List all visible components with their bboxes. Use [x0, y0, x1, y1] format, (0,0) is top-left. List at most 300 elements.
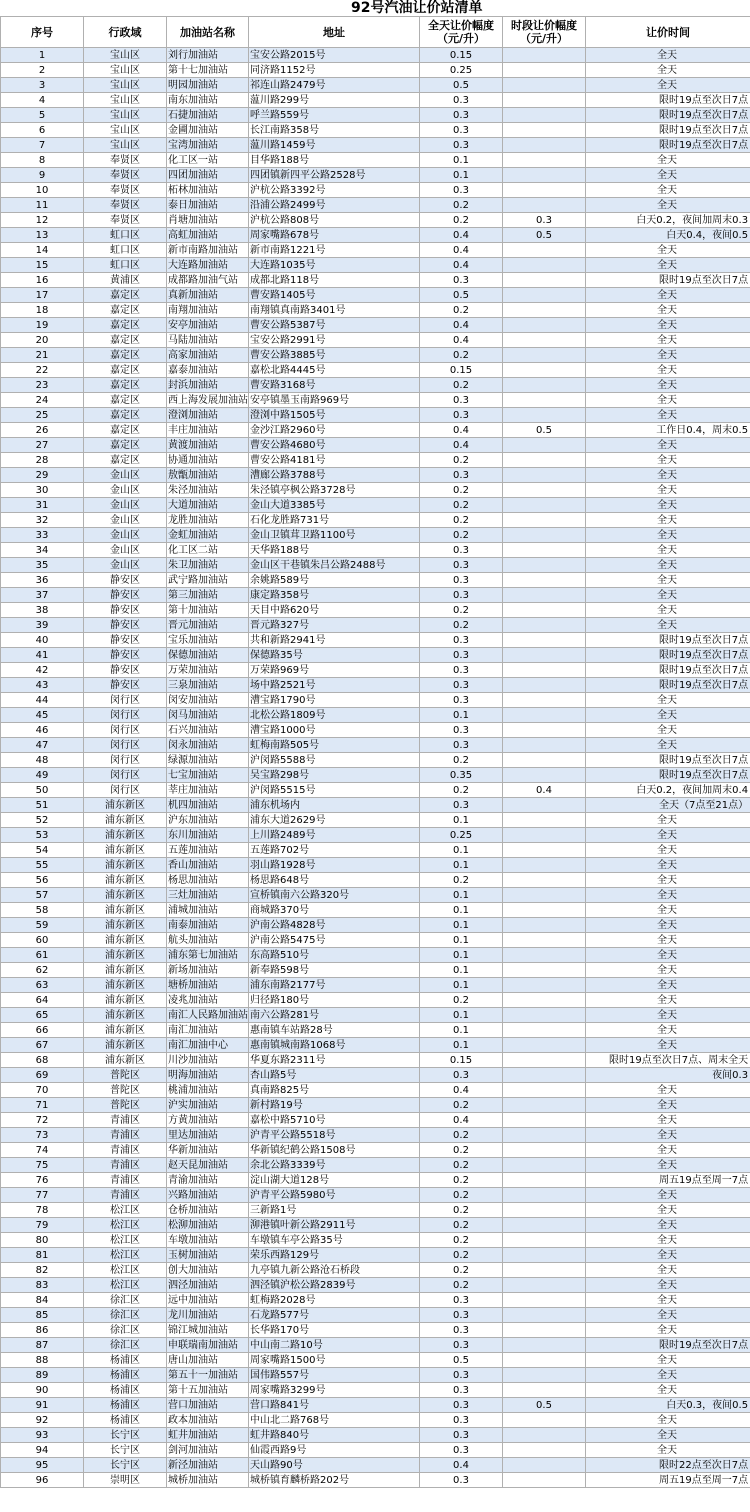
- cell-district[interactable]: 宝山区: [84, 108, 167, 123]
- cell-district[interactable]: 浦东新区: [84, 843, 167, 858]
- cell-station-name[interactable]: 刘行加油站: [167, 48, 249, 63]
- cell-period-discount[interactable]: [503, 1173, 586, 1188]
- cell-discount-time[interactable]: 全天: [586, 1218, 750, 1233]
- cell-period-discount[interactable]: [503, 558, 586, 573]
- cell-station-name[interactable]: 第十加油站: [167, 603, 249, 618]
- cell-discount-time[interactable]: 全天: [586, 888, 750, 903]
- cell-allday-discount[interactable]: 0.4: [420, 318, 503, 333]
- cell-district[interactable]: 浦东新区: [84, 933, 167, 948]
- cell-station-name[interactable]: 化工区二站: [167, 543, 249, 558]
- cell-period-discount[interactable]: 0.4: [503, 783, 586, 798]
- cell-period-discount[interactable]: [503, 978, 586, 993]
- cell-allday-discount[interactable]: 0.5: [420, 288, 503, 303]
- cell-allday-discount[interactable]: 0.2: [420, 1158, 503, 1173]
- cell-allday-discount[interactable]: 0.2: [420, 1188, 503, 1203]
- cell-allday-discount[interactable]: 0.1: [420, 843, 503, 858]
- cell-station-name[interactable]: 第三加油站: [167, 588, 249, 603]
- cell-period-discount[interactable]: [503, 1188, 586, 1203]
- cell-district[interactable]: 静安区: [84, 678, 167, 693]
- cell-allday-discount[interactable]: 0.3: [420, 678, 503, 693]
- cell-period-discount[interactable]: 0.5: [503, 228, 586, 243]
- cell-discount-time[interactable]: 全天: [586, 198, 750, 213]
- cell-station-name[interactable]: 武宁路加油站: [167, 573, 249, 588]
- cell-address[interactable]: 曹安公路3885号: [249, 348, 420, 363]
- cell-index[interactable]: 76: [1, 1173, 84, 1188]
- cell-station-name[interactable]: 剑河加油站: [167, 1443, 249, 1458]
- cell-discount-time[interactable]: 全天: [586, 498, 750, 513]
- cell-address[interactable]: 新村路19号: [249, 1098, 420, 1113]
- cell-index[interactable]: 24: [1, 393, 84, 408]
- cell-address[interactable]: 金山大道3385号: [249, 498, 420, 513]
- cell-index[interactable]: 39: [1, 618, 84, 633]
- cell-district[interactable]: 杨浦区: [84, 1383, 167, 1398]
- cell-address[interactable]: 沪青平公路5980号: [249, 1188, 420, 1203]
- cell-allday-discount[interactable]: 0.2: [420, 1263, 503, 1278]
- cell-district[interactable]: 宝山区: [84, 93, 167, 108]
- cell-address[interactable]: 曹安公路4181号: [249, 453, 420, 468]
- cell-district[interactable]: 宝山区: [84, 48, 167, 63]
- cell-period-discount[interactable]: [503, 153, 586, 168]
- cell-district[interactable]: 嘉定区: [84, 363, 167, 378]
- cell-address[interactable]: 周家嘴路3299号: [249, 1383, 420, 1398]
- cell-station-name[interactable]: 大连路加油站: [167, 258, 249, 273]
- cell-station-name[interactable]: 香山加油站: [167, 858, 249, 873]
- cell-discount-time[interactable]: 限时19点至次日7点: [586, 648, 750, 663]
- cell-allday-discount[interactable]: 0.3: [420, 138, 503, 153]
- cell-station-name[interactable]: 沪实加油站: [167, 1098, 249, 1113]
- cell-district[interactable]: 青浦区: [84, 1173, 167, 1188]
- cell-index[interactable]: 68: [1, 1053, 84, 1068]
- cell-period-discount[interactable]: [503, 1203, 586, 1218]
- cell-allday-discount[interactable]: 0.1: [420, 1038, 503, 1053]
- cell-index[interactable]: 75: [1, 1158, 84, 1173]
- cell-discount-time[interactable]: 全天: [586, 528, 750, 543]
- cell-allday-discount[interactable]: 0.2: [420, 528, 503, 543]
- cell-address[interactable]: 天山路90号: [249, 1458, 420, 1473]
- cell-discount-time[interactable]: 全天: [586, 483, 750, 498]
- cell-district[interactable]: 虹口区: [84, 243, 167, 258]
- cell-index[interactable]: 36: [1, 573, 84, 588]
- cell-station-name[interactable]: 敖甑加油站: [167, 468, 249, 483]
- cell-discount-time[interactable]: 夜间0.3: [586, 1068, 750, 1083]
- cell-district[interactable]: 宝山区: [84, 123, 167, 138]
- cell-index[interactable]: 9: [1, 168, 84, 183]
- cell-station-name[interactable]: 南汇人民路加油站: [168, 1009, 248, 1021]
- cell-address[interactable]: 同济路1152号: [249, 63, 420, 78]
- cell-station-name[interactable]: 第十七加油站: [167, 63, 249, 78]
- cell-address[interactable]: 余姚路589号: [249, 573, 420, 588]
- cell-allday-discount[interactable]: 0.3: [420, 183, 503, 198]
- cell-period-discount[interactable]: [503, 363, 586, 378]
- cell-index[interactable]: 74: [1, 1143, 84, 1158]
- cell-district[interactable]: 浦东新区: [84, 1053, 167, 1068]
- cell-district[interactable]: 浦东新区: [84, 963, 167, 978]
- cell-station-name[interactable]: 第十五加油站: [167, 1383, 249, 1398]
- cell-allday-discount[interactable]: 0.1: [420, 1023, 503, 1038]
- cell-station-name[interactable]: 协通加油站: [167, 453, 249, 468]
- cell-station-name[interactable]: 南汇加油站: [167, 1023, 249, 1038]
- cell-station-name[interactable]: 南东加油站: [167, 93, 249, 108]
- cell-district[interactable]: 浦东新区: [84, 873, 167, 888]
- cell-discount-time[interactable]: 全天: [586, 1158, 750, 1173]
- cell-index[interactable]: 91: [1, 1398, 84, 1413]
- cell-index[interactable]: 14: [1, 243, 84, 258]
- cell-allday-discount[interactable]: 0.3: [420, 1068, 503, 1083]
- cell-district[interactable]: 嘉定区: [84, 378, 167, 393]
- cell-period-discount[interactable]: [503, 723, 586, 738]
- cell-allday-discount[interactable]: 0.3: [420, 723, 503, 738]
- cell-period-discount[interactable]: [503, 858, 586, 873]
- cell-allday-discount[interactable]: 0.2: [420, 753, 503, 768]
- cell-station-name[interactable]: 新场加油站: [167, 963, 249, 978]
- cell-allday-discount[interactable]: 0.2: [420, 378, 503, 393]
- cell-allday-discount[interactable]: 0.3: [420, 633, 503, 648]
- cell-period-discount[interactable]: [503, 1248, 586, 1263]
- cell-discount-time[interactable]: 全天: [586, 1233, 750, 1248]
- cell-allday-discount[interactable]: 0.2: [420, 1098, 503, 1113]
- cell-discount-time[interactable]: 全天: [586, 363, 750, 378]
- cell-period-discount[interactable]: [503, 813, 586, 828]
- cell-district[interactable]: 金山区: [84, 513, 167, 528]
- cell-station-name[interactable]: 青渝加油站: [167, 1173, 249, 1188]
- cell-allday-discount[interactable]: 0.4: [420, 258, 503, 273]
- cell-address[interactable]: 嘉松中路5710号: [249, 1113, 420, 1128]
- cell-station-name[interactable]: 车墩加油站: [167, 1233, 249, 1248]
- cell-period-discount[interactable]: [503, 198, 586, 213]
- cell-allday-discount[interactable]: 0.4: [420, 1113, 503, 1128]
- cell-period-discount[interactable]: [503, 618, 586, 633]
- cell-district[interactable]: 虹口区: [84, 258, 167, 273]
- cell-allday-discount[interactable]: 0.4: [420, 1458, 503, 1473]
- cell-district[interactable]: 浦东新区: [84, 858, 167, 873]
- cell-discount-time[interactable]: 全天: [586, 588, 750, 603]
- cell-period-discount[interactable]: [503, 168, 586, 183]
- cell-address[interactable]: 金山区干巷镇朱吕公路2488号: [249, 558, 420, 573]
- cell-station-name[interactable]: 航头加油站: [167, 933, 249, 948]
- cell-address[interactable]: 周家嘴路678号: [249, 228, 420, 243]
- cell-discount-time[interactable]: 全天: [586, 168, 750, 183]
- cell-discount-time[interactable]: 全天: [586, 1278, 750, 1293]
- cell-index[interactable]: 52: [1, 813, 84, 828]
- cell-index[interactable]: 38: [1, 603, 84, 618]
- cell-district[interactable]: 宝山区: [84, 138, 167, 153]
- cell-address[interactable]: 泖港镇叶新公路2911号: [249, 1218, 420, 1233]
- cell-address[interactable]: 石化龙胜路731号: [249, 513, 420, 528]
- cell-index[interactable]: 31: [1, 498, 84, 513]
- cell-period-discount[interactable]: [503, 648, 586, 663]
- cell-index[interactable]: 67: [1, 1038, 84, 1053]
- cell-discount-time[interactable]: 限时19点至次日7点: [586, 663, 750, 678]
- cell-allday-discount[interactable]: 0.2: [420, 618, 503, 633]
- cell-period-discount[interactable]: [503, 243, 586, 258]
- cell-district[interactable]: 崇明区: [84, 1473, 167, 1488]
- cell-station-name[interactable]: 真新加油站: [167, 288, 249, 303]
- cell-discount-time[interactable]: 全天: [586, 303, 750, 318]
- cell-district[interactable]: 金山区: [84, 528, 167, 543]
- cell-address[interactable]: 宝安公路2015号: [249, 48, 420, 63]
- cell-address[interactable]: 国伟路557号: [249, 1368, 420, 1383]
- cell-discount-time[interactable]: 限时19点至次日7点: [586, 93, 750, 108]
- cell-district[interactable]: 浦东新区: [84, 813, 167, 828]
- cell-period-discount[interactable]: [503, 903, 586, 918]
- cell-address[interactable]: 中山北二路768号: [249, 1413, 420, 1428]
- cell-station-name[interactable]: 晋元加油站: [167, 618, 249, 633]
- cell-period-discount[interactable]: [503, 603, 586, 618]
- cell-address[interactable]: 万荣路969号: [249, 663, 420, 678]
- cell-discount-time[interactable]: 全天: [586, 738, 750, 753]
- cell-index[interactable]: 61: [1, 948, 84, 963]
- cell-period-discount[interactable]: [503, 798, 586, 813]
- cell-allday-discount[interactable]: 0.2: [420, 348, 503, 363]
- cell-station-name[interactable]: 万荣加油站: [167, 663, 249, 678]
- cell-address[interactable]: 吴宝路298号: [249, 768, 420, 783]
- cell-district[interactable]: 普陀区: [84, 1068, 167, 1083]
- cell-period-discount[interactable]: [503, 453, 586, 468]
- cell-district[interactable]: 黄浦区: [84, 273, 167, 288]
- cell-address[interactable]: 四团镇新四平公路2528号: [249, 168, 420, 183]
- cell-district[interactable]: 嘉定区: [84, 318, 167, 333]
- cell-station-name[interactable]: 宝湾加油站: [167, 138, 249, 153]
- cell-discount-time[interactable]: 全天: [586, 153, 750, 168]
- cell-period-discount[interactable]: [503, 1353, 586, 1368]
- cell-period-discount[interactable]: [503, 1383, 586, 1398]
- cell-address[interactable]: 金山卫镇茸卫路1100号: [249, 528, 420, 543]
- cell-discount-time[interactable]: 限时19点至次日7点: [586, 138, 750, 153]
- cell-address[interactable]: 荣乐西路129号: [249, 1248, 420, 1263]
- cell-station-name[interactable]: 沪东加油站: [167, 813, 249, 828]
- cell-index[interactable]: 92: [1, 1413, 84, 1428]
- cell-allday-discount[interactable]: 0.15: [420, 48, 503, 63]
- cell-station-name[interactable]: 闵马加油站: [167, 708, 249, 723]
- cell-period-discount[interactable]: [503, 498, 586, 513]
- cell-index[interactable]: 37: [1, 588, 84, 603]
- cell-period-discount[interactable]: [503, 963, 586, 978]
- cell-station-name[interactable]: 闵安加油站: [167, 693, 249, 708]
- cell-allday-discount[interactable]: 0.3: [420, 1398, 503, 1413]
- cell-station-name[interactable]: 第五十一加油站: [167, 1368, 249, 1383]
- cell-index[interactable]: 54: [1, 843, 84, 858]
- cell-address[interactable]: 曹安公路5387号: [249, 318, 420, 333]
- cell-index[interactable]: 29: [1, 468, 84, 483]
- cell-index[interactable]: 66: [1, 1023, 84, 1038]
- cell-station-name[interactable]: 桃浦加油站: [167, 1083, 249, 1098]
- cell-period-discount[interactable]: [503, 63, 586, 78]
- cell-station-name[interactable]: 南翔加油站: [167, 303, 249, 318]
- cell-index[interactable]: 53: [1, 828, 84, 843]
- cell-index[interactable]: 43: [1, 678, 84, 693]
- cell-station-name[interactable]: 明海加油站: [167, 1068, 249, 1083]
- cell-address[interactable]: 北松公路1809号: [249, 708, 420, 723]
- cell-allday-discount[interactable]: 0.2: [420, 198, 503, 213]
- cell-index[interactable]: 51: [1, 798, 84, 813]
- cell-index[interactable]: 22: [1, 363, 84, 378]
- cell-discount-time[interactable]: 全天: [586, 933, 750, 948]
- cell-index[interactable]: 71: [1, 1098, 84, 1113]
- cell-district[interactable]: 嘉定区: [84, 288, 167, 303]
- cell-station-name[interactable]: 保德加油站: [167, 648, 249, 663]
- cell-district[interactable]: 青浦区: [84, 1188, 167, 1203]
- cell-allday-discount[interactable]: 0.3: [420, 588, 503, 603]
- cell-index[interactable]: 63: [1, 978, 84, 993]
- cell-station-name[interactable]: 莘庄加油站: [167, 783, 249, 798]
- cell-station-name[interactable]: 朱卫加油站: [167, 558, 249, 573]
- cell-allday-discount[interactable]: 0.2: [420, 1143, 503, 1158]
- cell-station-name[interactable]: 华新加油站: [167, 1143, 249, 1158]
- cell-allday-discount[interactable]: 0.3: [420, 1383, 503, 1398]
- cell-address[interactable]: 新奉路598号: [249, 963, 420, 978]
- cell-allday-discount[interactable]: 0.3: [420, 1323, 503, 1338]
- cell-address[interactable]: 曹安公路4680号: [249, 438, 420, 453]
- cell-district[interactable]: 徐汇区: [84, 1308, 167, 1323]
- cell-allday-discount[interactable]: 0.1: [420, 903, 503, 918]
- cell-address[interactable]: 宣桥镇南六公路320号: [249, 888, 420, 903]
- cell-allday-discount[interactable]: 0.2: [420, 498, 503, 513]
- cell-station-name[interactable]: 申联瑞南加油站: [167, 1338, 249, 1353]
- cell-index[interactable]: 41: [1, 648, 84, 663]
- cell-discount-time[interactable]: 全天: [586, 1188, 750, 1203]
- cell-allday-discount[interactable]: 0.4: [420, 333, 503, 348]
- cell-discount-time[interactable]: 全天: [586, 1368, 750, 1383]
- cell-discount-time[interactable]: 周五19点至周一7点: [586, 1473, 750, 1488]
- cell-index[interactable]: 6: [1, 123, 84, 138]
- cell-address[interactable]: 漕廊公路3788号: [249, 468, 420, 483]
- cell-index[interactable]: 1: [1, 48, 84, 63]
- cell-station-name[interactable]: 西上海发展加油站: [168, 394, 248, 406]
- cell-address[interactable]: 营口路841号: [249, 1398, 420, 1413]
- cell-district[interactable]: 宝山区: [84, 63, 167, 78]
- cell-period-discount[interactable]: [503, 183, 586, 198]
- cell-index[interactable]: 59: [1, 918, 84, 933]
- cell-address[interactable]: 浦东机场内: [249, 798, 420, 813]
- cell-index[interactable]: 88: [1, 1353, 84, 1368]
- cell-index[interactable]: 73: [1, 1128, 84, 1143]
- cell-discount-time[interactable]: 全天: [586, 558, 750, 573]
- cell-index[interactable]: 65: [1, 1008, 84, 1023]
- cell-discount-time[interactable]: 全天: [586, 1128, 750, 1143]
- cell-allday-discount[interactable]: 0.3: [420, 558, 503, 573]
- cell-address[interactable]: 商城路370号: [249, 903, 420, 918]
- cell-district[interactable]: 奉贤区: [84, 153, 167, 168]
- cell-index[interactable]: 3: [1, 78, 84, 93]
- cell-station-name[interactable]: 远中加油站: [167, 1293, 249, 1308]
- cell-discount-time[interactable]: 全天: [586, 843, 750, 858]
- cell-address[interactable]: 中山南二路10号: [249, 1338, 420, 1353]
- cell-address[interactable]: 晋元路327号: [249, 618, 420, 633]
- cell-allday-discount[interactable]: 0.2: [420, 1218, 503, 1233]
- cell-index[interactable]: 90: [1, 1383, 84, 1398]
- cell-district[interactable]: 静安区: [84, 633, 167, 648]
- cell-discount-time[interactable]: 全天: [586, 513, 750, 528]
- cell-station-name[interactable]: 安亭加油站: [167, 318, 249, 333]
- cell-discount-time[interactable]: 全天: [586, 333, 750, 348]
- cell-index[interactable]: 27: [1, 438, 84, 453]
- cell-allday-discount[interactable]: 0.3: [420, 123, 503, 138]
- cell-discount-time[interactable]: 全天: [586, 1248, 750, 1263]
- cell-allday-discount[interactable]: 0.2: [420, 1278, 503, 1293]
- cell-allday-discount[interactable]: 0.3: [420, 273, 503, 288]
- cell-discount-time[interactable]: 限时19点至次日7点: [586, 633, 750, 648]
- cell-index[interactable]: 80: [1, 1233, 84, 1248]
- cell-period-discount[interactable]: [503, 1023, 586, 1038]
- cell-district[interactable]: 嘉定区: [84, 348, 167, 363]
- cell-district[interactable]: 闵行区: [84, 768, 167, 783]
- cell-station-name[interactable]: 黄渡加油站: [167, 438, 249, 453]
- cell-index[interactable]: 7: [1, 138, 84, 153]
- cell-station-name[interactable]: 松泖加油站: [167, 1218, 249, 1233]
- cell-address[interactable]: 沪青平公路5518号: [249, 1128, 420, 1143]
- cell-index[interactable]: 26: [1, 423, 84, 438]
- cell-discount-time[interactable]: 全天: [586, 903, 750, 918]
- cell-discount-time[interactable]: 白天0.3，夜间0.5: [586, 1398, 750, 1413]
- cell-index[interactable]: 89: [1, 1368, 84, 1383]
- cell-period-discount[interactable]: 0.3: [503, 213, 586, 228]
- cell-index[interactable]: 23: [1, 378, 84, 393]
- cell-index[interactable]: 5: [1, 108, 84, 123]
- cell-index[interactable]: 93: [1, 1428, 84, 1443]
- cell-period-discount[interactable]: [503, 1158, 586, 1173]
- cell-address[interactable]: 天华路188号: [249, 543, 420, 558]
- cell-address[interactable]: 五莲路702号: [249, 843, 420, 858]
- cell-address[interactable]: 曹安路3168号: [249, 378, 420, 393]
- cell-station-name[interactable]: 浦城加油站: [167, 903, 249, 918]
- cell-district[interactable]: 杨浦区: [84, 1398, 167, 1413]
- cell-period-discount[interactable]: [503, 588, 586, 603]
- cell-address[interactable]: 沪闵路5515号: [249, 783, 420, 798]
- cell-period-discount[interactable]: [503, 1008, 586, 1023]
- cell-discount-time[interactable]: 全天: [586, 1428, 750, 1443]
- cell-discount-time[interactable]: 限时19点至次日7点、周末全天: [586, 1053, 750, 1068]
- cell-allday-discount[interactable]: 0.2: [420, 603, 503, 618]
- cell-address[interactable]: 周家嘴路1500号: [249, 1353, 420, 1368]
- cell-period-discount[interactable]: [503, 273, 586, 288]
- cell-allday-discount[interactable]: 0.1: [420, 963, 503, 978]
- cell-period-discount[interactable]: [503, 513, 586, 528]
- cell-period-discount[interactable]: [503, 888, 586, 903]
- cell-station-name[interactable]: 石兴加油站: [167, 723, 249, 738]
- cell-index[interactable]: 45: [1, 708, 84, 723]
- cell-district[interactable]: 金山区: [84, 468, 167, 483]
- cell-allday-discount[interactable]: 0.1: [420, 858, 503, 873]
- cell-index[interactable]: 49: [1, 768, 84, 783]
- cell-station-name[interactable]: 成都路加油气站: [167, 273, 249, 288]
- cell-station-name[interactable]: 塘桥加油站: [167, 978, 249, 993]
- cell-address[interactable]: 康定路358号: [249, 588, 420, 603]
- cell-district[interactable]: 闵行区: [84, 783, 167, 798]
- cell-period-discount[interactable]: [503, 948, 586, 963]
- cell-period-discount[interactable]: [503, 1098, 586, 1113]
- cell-index[interactable]: 50: [1, 783, 84, 798]
- cell-period-discount[interactable]: [503, 1068, 586, 1083]
- cell-station-name[interactable]: 南汇加油中心: [167, 1038, 249, 1053]
- cell-discount-time[interactable]: 全天: [586, 1308, 750, 1323]
- cell-station-name[interactable]: 五莲加油站: [167, 843, 249, 858]
- cell-district[interactable]: 闵行区: [84, 738, 167, 753]
- cell-district[interactable]: 长宁区: [84, 1458, 167, 1473]
- cell-station-name[interactable]: 营口加油站: [167, 1398, 249, 1413]
- cell-index[interactable]: 33: [1, 528, 84, 543]
- cell-station-name[interactable]: 大道加油站: [167, 498, 249, 513]
- cell-allday-discount[interactable]: 0.2: [420, 1128, 503, 1143]
- cell-station-name[interactable]: 朱泾加油站: [167, 483, 249, 498]
- cell-period-discount[interactable]: [503, 993, 586, 1008]
- cell-district[interactable]: 普陀区: [84, 1098, 167, 1113]
- cell-period-discount[interactable]: [503, 78, 586, 93]
- cell-discount-time[interactable]: 全天: [586, 573, 750, 588]
- cell-allday-discount[interactable]: 0.3: [420, 648, 503, 663]
- cell-discount-time[interactable]: 全天: [586, 1098, 750, 1113]
- cell-district[interactable]: 松江区: [84, 1263, 167, 1278]
- cell-discount-time[interactable]: 全天: [586, 723, 750, 738]
